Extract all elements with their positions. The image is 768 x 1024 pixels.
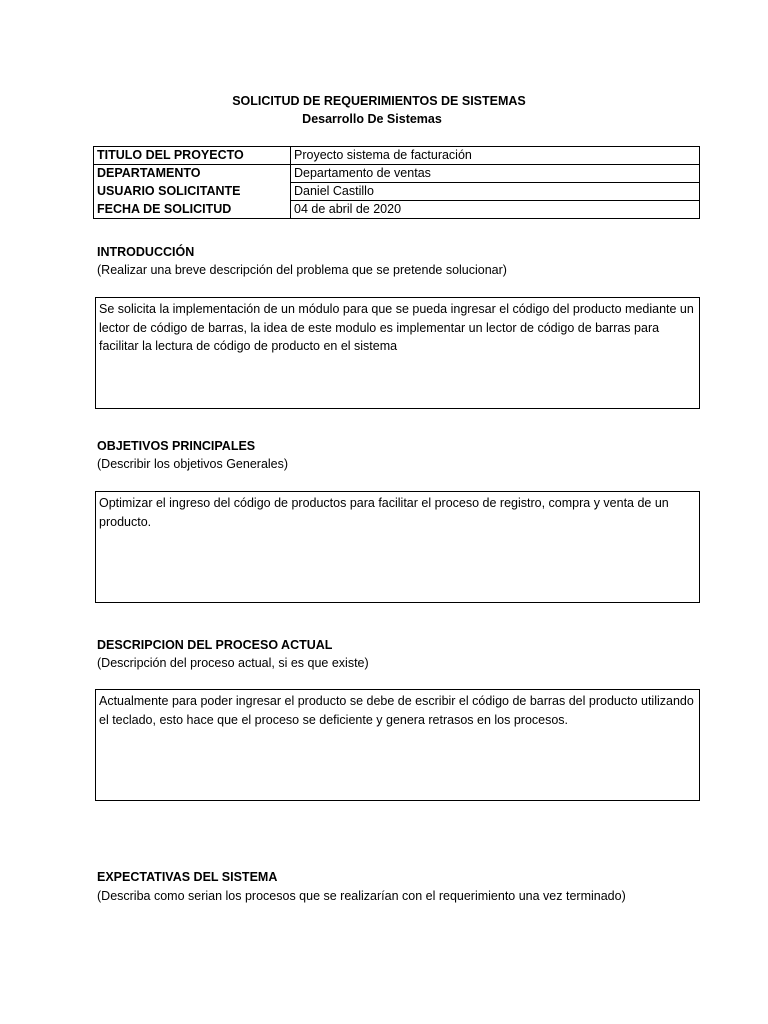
- section-subtitle-introduccion: (Realizar una breve descripción del problema que se pretende solucionar): [97, 263, 507, 277]
- info-label: DEPARTAMENTO: [94, 165, 291, 183]
- section-title-objetivos: OBJETIVOS PRINCIPALES: [97, 439, 256, 453]
- info-value: Proyecto sistema de facturación: [291, 147, 700, 165]
- section-title-expectativas: EXPECTATIVAS DEL SISTEMA: [97, 870, 278, 884]
- section-body-proceso-actual: Actualmente para poder ingresar el producto se debe de escribir el código de barras del producto utilizando el teclado, esto hace que el proceso se deficiente y genera retrasos en los procesos.: [95, 689, 700, 801]
- info-row-titulo: [94, 147, 700, 165]
- project-info-table: [93, 146, 700, 219]
- document-title: SOLICITUD DE REQUERIMIENTOS DE SISTEMAS: [232, 94, 526, 108]
- section-title-introduccion: INTRODUCCIÓN: [97, 245, 195, 259]
- info-label: USUARIO SOLICITANTE: [94, 183, 291, 201]
- section-body-objetivos: Optimizar el ingreso del código de productos para facilitar el proceso de registro, compra y venta de un producto.: [95, 491, 700, 603]
- info-row-usuario: [94, 183, 700, 201]
- info-row-fecha: [94, 201, 700, 219]
- info-label: FECHA DE SOLICITUD: [94, 201, 291, 219]
- section-subtitle-expectativas: (Describa como serian los procesos que se realizarían con el requerimiento una vez terminado): [97, 889, 626, 903]
- section-subtitle-proceso-actual: (Descripción del proceso actual, si es que existe): [97, 656, 369, 670]
- section-body-introduccion: Se solicita la implementación de un módulo para que se pueda ingresar el código del producto mediante un lector de código de barras, la idea de este modulo es implementar un lector de código de barras para facilitar la lectura de código de producto en el sistema: [95, 297, 700, 409]
- info-value: 04 de abril de 2020: [291, 201, 700, 219]
- document-subtitle: Desarrollo De Sistemas: [302, 112, 442, 126]
- info-row-departamento: [94, 165, 700, 183]
- section-title-proceso-actual: DESCRIPCION DEL PROCESO ACTUAL: [97, 638, 333, 652]
- info-value: Daniel Castillo: [291, 183, 700, 201]
- section-subtitle-objetivos: (Describir los objetivos Generales): [97, 457, 289, 471]
- info-value: Departamento de ventas: [291, 165, 700, 183]
- info-label: TITULO DEL PROYECTO: [94, 147, 291, 165]
